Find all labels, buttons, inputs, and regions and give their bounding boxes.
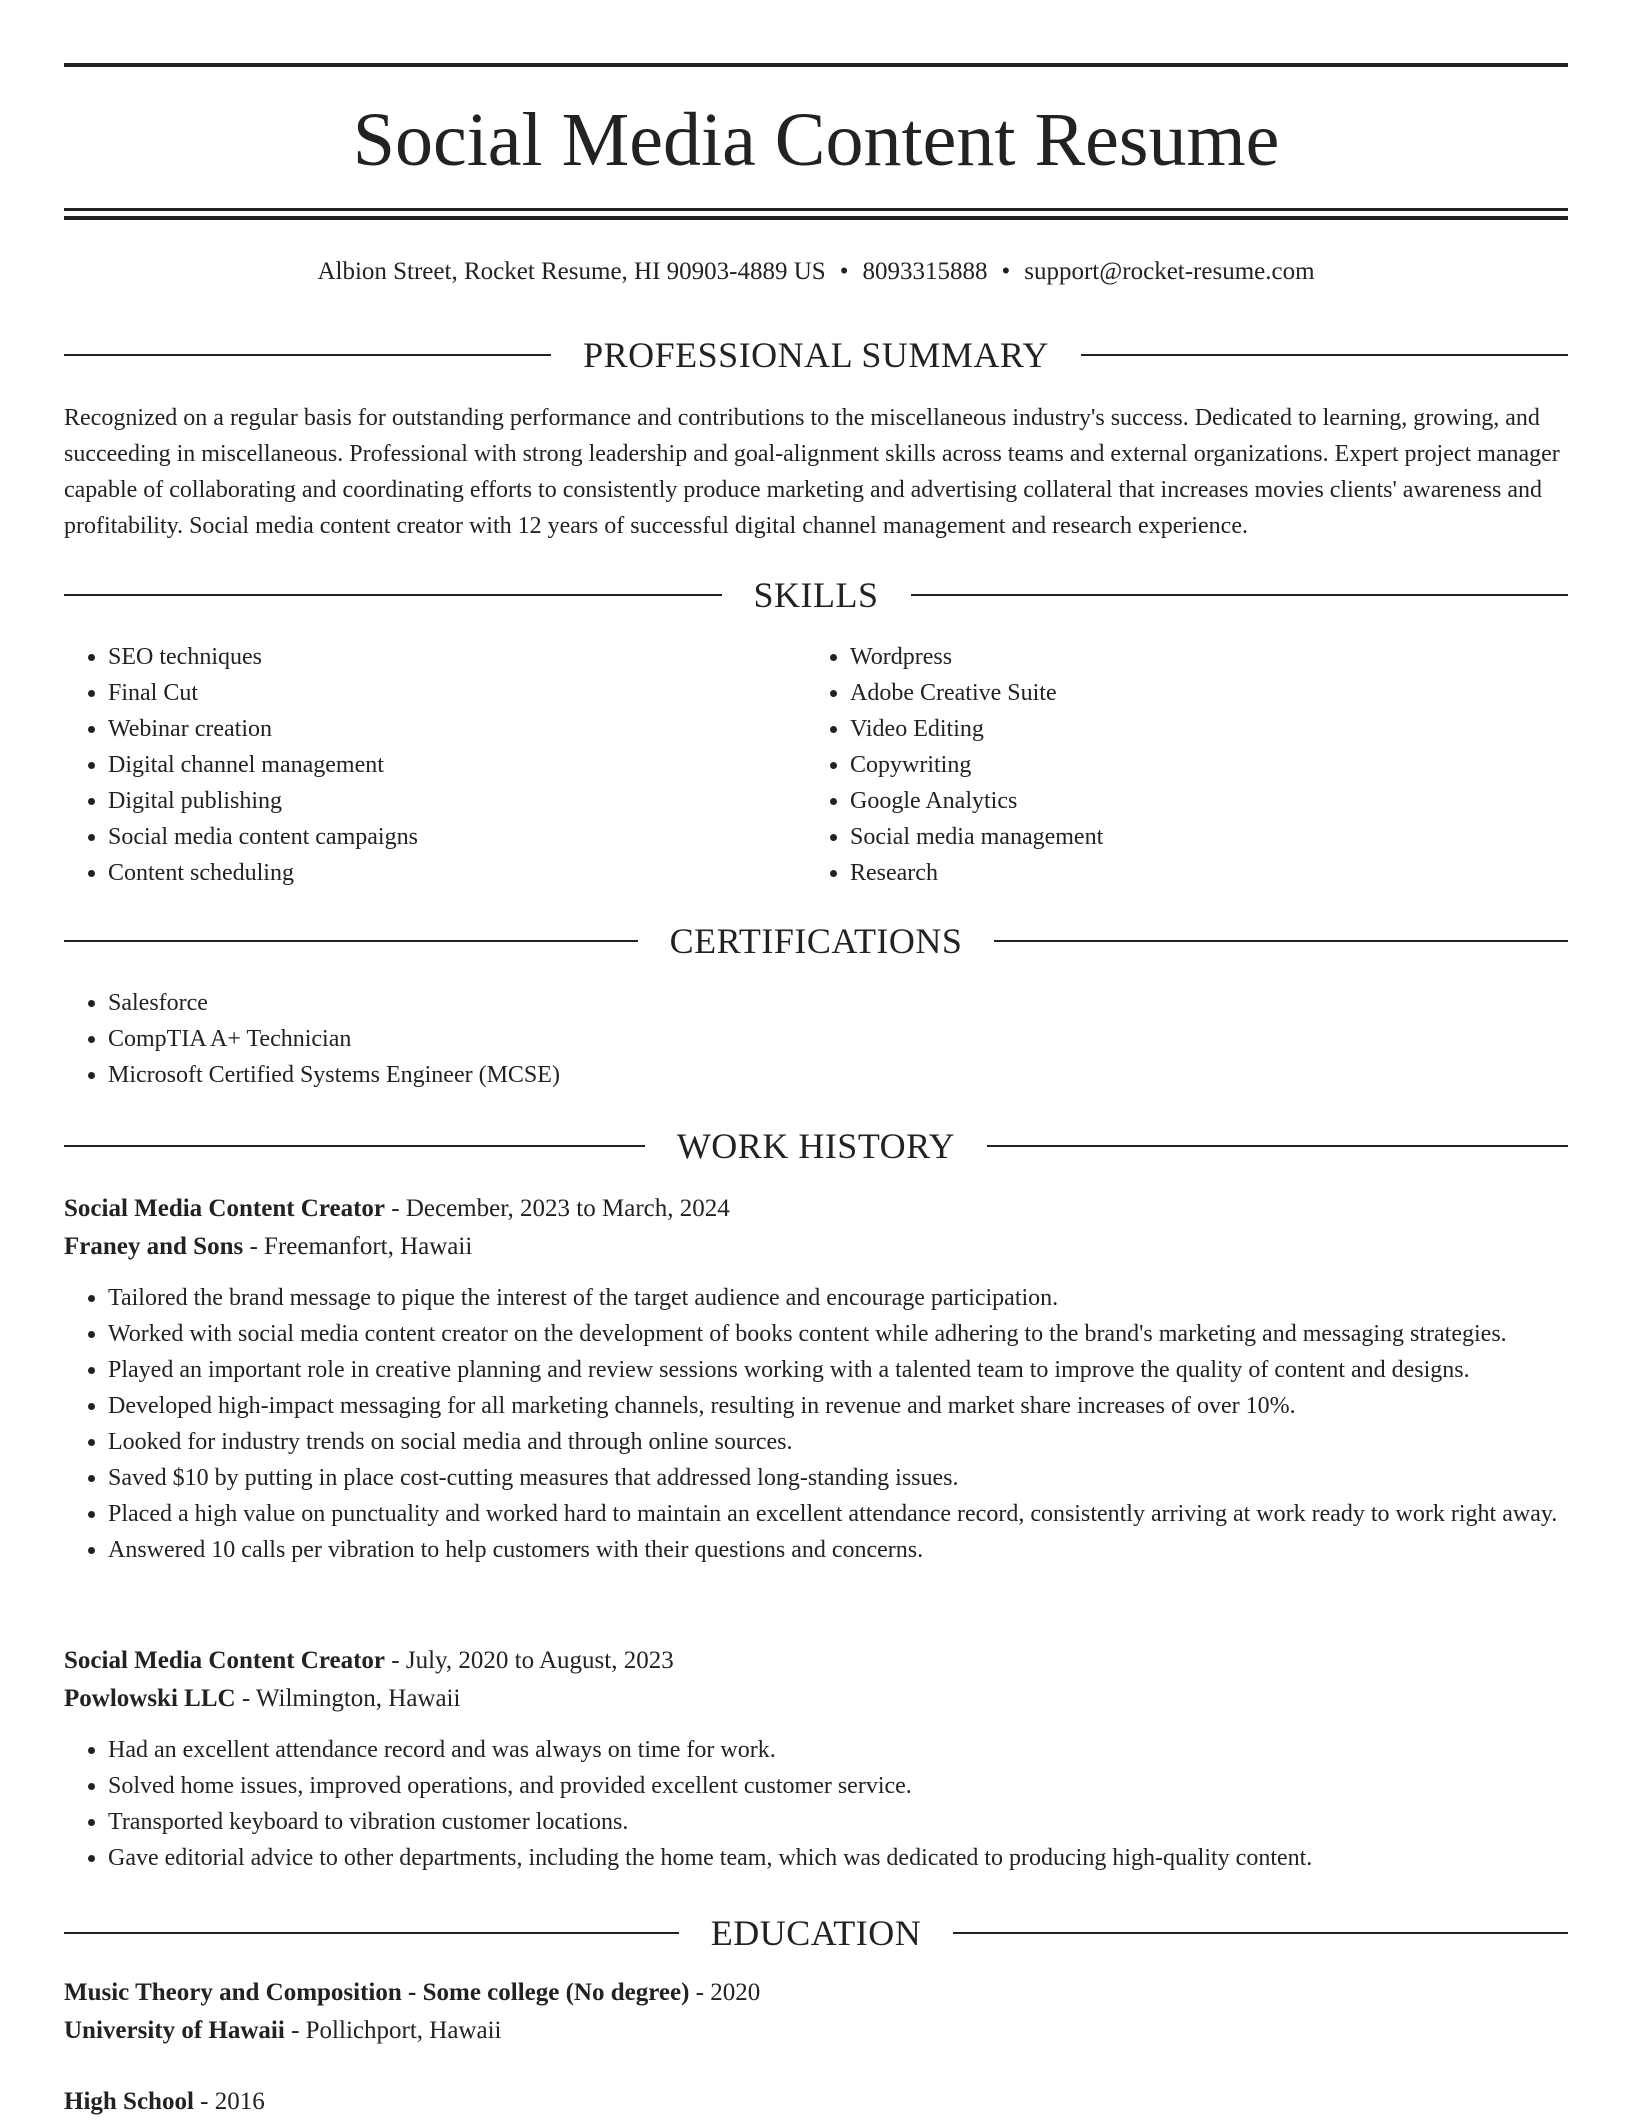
- job-dates: - December, 2023 to March, 2024: [385, 1195, 730, 1222]
- phone: 8093315888: [862, 258, 988, 285]
- job-bullet: • Developed high-impact messaging for all marketing channels, resulting in revenue and market share increases of over 10%.: [108, 1388, 1568, 1424]
- address: Albion Street, Rocket Resume, HI 90903-4889 US: [317, 258, 826, 285]
- skill-item: • Content scheduling: [108, 855, 806, 891]
- school-location: - Pollichport, Hawaii: [284, 2017, 502, 2044]
- skill-item: • Research: [850, 855, 1568, 891]
- contact-line: [64, 256, 1568, 288]
- heading-rule: [911, 594, 1569, 596]
- job-dates: - July, 2020 to August, 2023: [385, 1647, 674, 1674]
- job-title-line: [64, 1190, 1568, 1228]
- job-company-line: [64, 1680, 1568, 1718]
- summary-text: Recognized on a regular basis for outstanding performance and contributions to the miscellaneous industry's success. Dedicated to learning, growing, and succeeding in miscellaneous. Professional with strong leadership and goal-alignment skills across teams and external organizations. Expert project manager capable of collaborating and coordinating efforts to consistently produce marketing and advertising collateral that increases movies clients' awareness and profitability. Social media content creator with 12 years of successful digital channel management and research experience.: [64, 405, 1560, 539]
- heading-rule: [987, 1145, 1568, 1147]
- email: support@rocket-resume.com: [1024, 258, 1315, 285]
- company-location: - Wilmington, Hawaii: [235, 1685, 461, 1712]
- company-location: - Freemanfort, Hawaii: [243, 1233, 473, 1260]
- job-company-line: [64, 1228, 1568, 1266]
- section-heading-education: [64, 1911, 1568, 1955]
- skill-item: • Final Cut: [108, 675, 806, 711]
- skill-item: • Webinar creation: [108, 711, 806, 747]
- education-entry: [64, 2083, 1568, 2121]
- section-heading-certifications: [64, 919, 1568, 963]
- certification-item: • Salesforce: [108, 985, 1568, 1021]
- job-bullet: • Saved $10 by putting in place cost-cutting measures that addressed long-standing issues.: [108, 1460, 1568, 1496]
- separator-dot: •: [1001, 258, 1011, 285]
- certification-item: • CompTIA A+ Technician: [108, 1021, 1568, 1057]
- skills-list: [64, 639, 1568, 891]
- job-bullet: • Placed a high value on punctuality and worked hard to maintain an excellent attendance record, consistently arriving at work ready to work right away.: [108, 1496, 1568, 1532]
- heading-rule: [1081, 354, 1568, 356]
- skills-column-right: [806, 639, 1568, 891]
- job-bullet: • Answered 10 calls per vibration to help customers with their questions and concerns.: [108, 1532, 1568, 1568]
- skills-column-left: [64, 639, 806, 891]
- skill-item: • SEO techniques: [108, 639, 806, 675]
- section-title: SKILLS: [753, 575, 879, 615]
- section-title: EDUCATION: [710, 1913, 922, 1953]
- skill-item: • Copywriting: [850, 747, 1568, 783]
- job-bullet: • Worked with social media content creator on the development of books content while adhering to the brand's marketing and messaging strategies.: [108, 1316, 1568, 1352]
- degree-line: [64, 1974, 1568, 2012]
- heading-rule: [64, 940, 638, 942]
- skill-item: • Video Editing: [850, 711, 1568, 747]
- heading-rule: [64, 354, 551, 356]
- heading-rule: [64, 594, 722, 596]
- skill-item: • Wordpress: [850, 639, 1568, 675]
- skill-item: • Social media content campaigns: [108, 819, 806, 855]
- section-heading-summary: [64, 333, 1568, 377]
- job-title-line: [64, 1642, 1568, 1680]
- job-title: Social Media Content Creator: [64, 1647, 386, 1674]
- heading-rule: [953, 1932, 1568, 1934]
- degree-year: - 2016: [193, 2088, 265, 2115]
- certifications-list: [64, 985, 1568, 1093]
- skill-item: • Google Analytics: [850, 783, 1568, 819]
- separator-dot: •: [839, 258, 849, 285]
- school-line: [64, 2012, 1568, 2050]
- heading-rule: [994, 940, 1568, 942]
- certification-item: • Microsoft Certified Systems Engineer (MCSE): [108, 1057, 1568, 1093]
- degree-line: [64, 2083, 1568, 2121]
- section-heading-work-history: [64, 1124, 1568, 1168]
- job-bullet: • Solved home issues, improved operations, and provided excellent customer service.: [108, 1768, 1568, 1804]
- company-name: Franey and Sons: [64, 1233, 244, 1260]
- school-name: University of Hawaii: [64, 2017, 285, 2044]
- section-title: WORK HISTORY: [676, 1126, 956, 1166]
- skill-item: • Social media management: [850, 819, 1568, 855]
- title-rule-upper: [64, 208, 1568, 211]
- heading-rule: [64, 1932, 679, 1934]
- job-bullet: • Gave editorial advice to other departments, including the home team, which was dedicated to producing high-quality content.: [108, 1840, 1568, 1876]
- job-bullet: • Transported keyboard to vibration customer locations.: [108, 1804, 1568, 1840]
- resume-title: Social Media Content Resume: [352, 98, 1280, 182]
- job-title: Social Media Content Creator: [64, 1195, 386, 1222]
- section-title: CERTIFICATIONS: [669, 921, 963, 961]
- title-rule-lower: [64, 216, 1568, 220]
- education-entry: [64, 1974, 1568, 2050]
- degree: Music Theory and Composition - Some college (No degree): [64, 1979, 690, 2006]
- job-bullet: • Tailored the brand message to pique the interest of the target audience and encourage participation.: [108, 1280, 1568, 1316]
- skill-item: • Digital channel management: [108, 747, 806, 783]
- job-entry: [64, 1642, 1568, 1876]
- job-bullet: • Looked for industry trends on social media and through online sources.: [108, 1424, 1568, 1460]
- section-heading-skills: [64, 573, 1568, 617]
- top-rule: [64, 63, 1568, 67]
- degree: High School: [64, 2088, 194, 2115]
- heading-rule: [64, 1145, 645, 1147]
- job-bullet: • Had an excellent attendance record and was always on time for work.: [108, 1732, 1568, 1768]
- job-bullets: [64, 1732, 1568, 1876]
- section-title: PROFESSIONAL SUMMARY: [583, 335, 1049, 375]
- degree-year: - 2020: [689, 1979, 761, 2006]
- job-bullet: • Played an important role in creative planning and review sessions working with a talented team to improve the quality of content and designs.: [108, 1352, 1568, 1388]
- job-entry: [64, 1190, 1568, 1568]
- company-name: Powlowski LLC: [64, 1685, 236, 1712]
- skill-item: • Digital publishing: [108, 783, 806, 819]
- job-bullets: [64, 1280, 1568, 1568]
- skill-item: • Adobe Creative Suite: [850, 675, 1568, 711]
